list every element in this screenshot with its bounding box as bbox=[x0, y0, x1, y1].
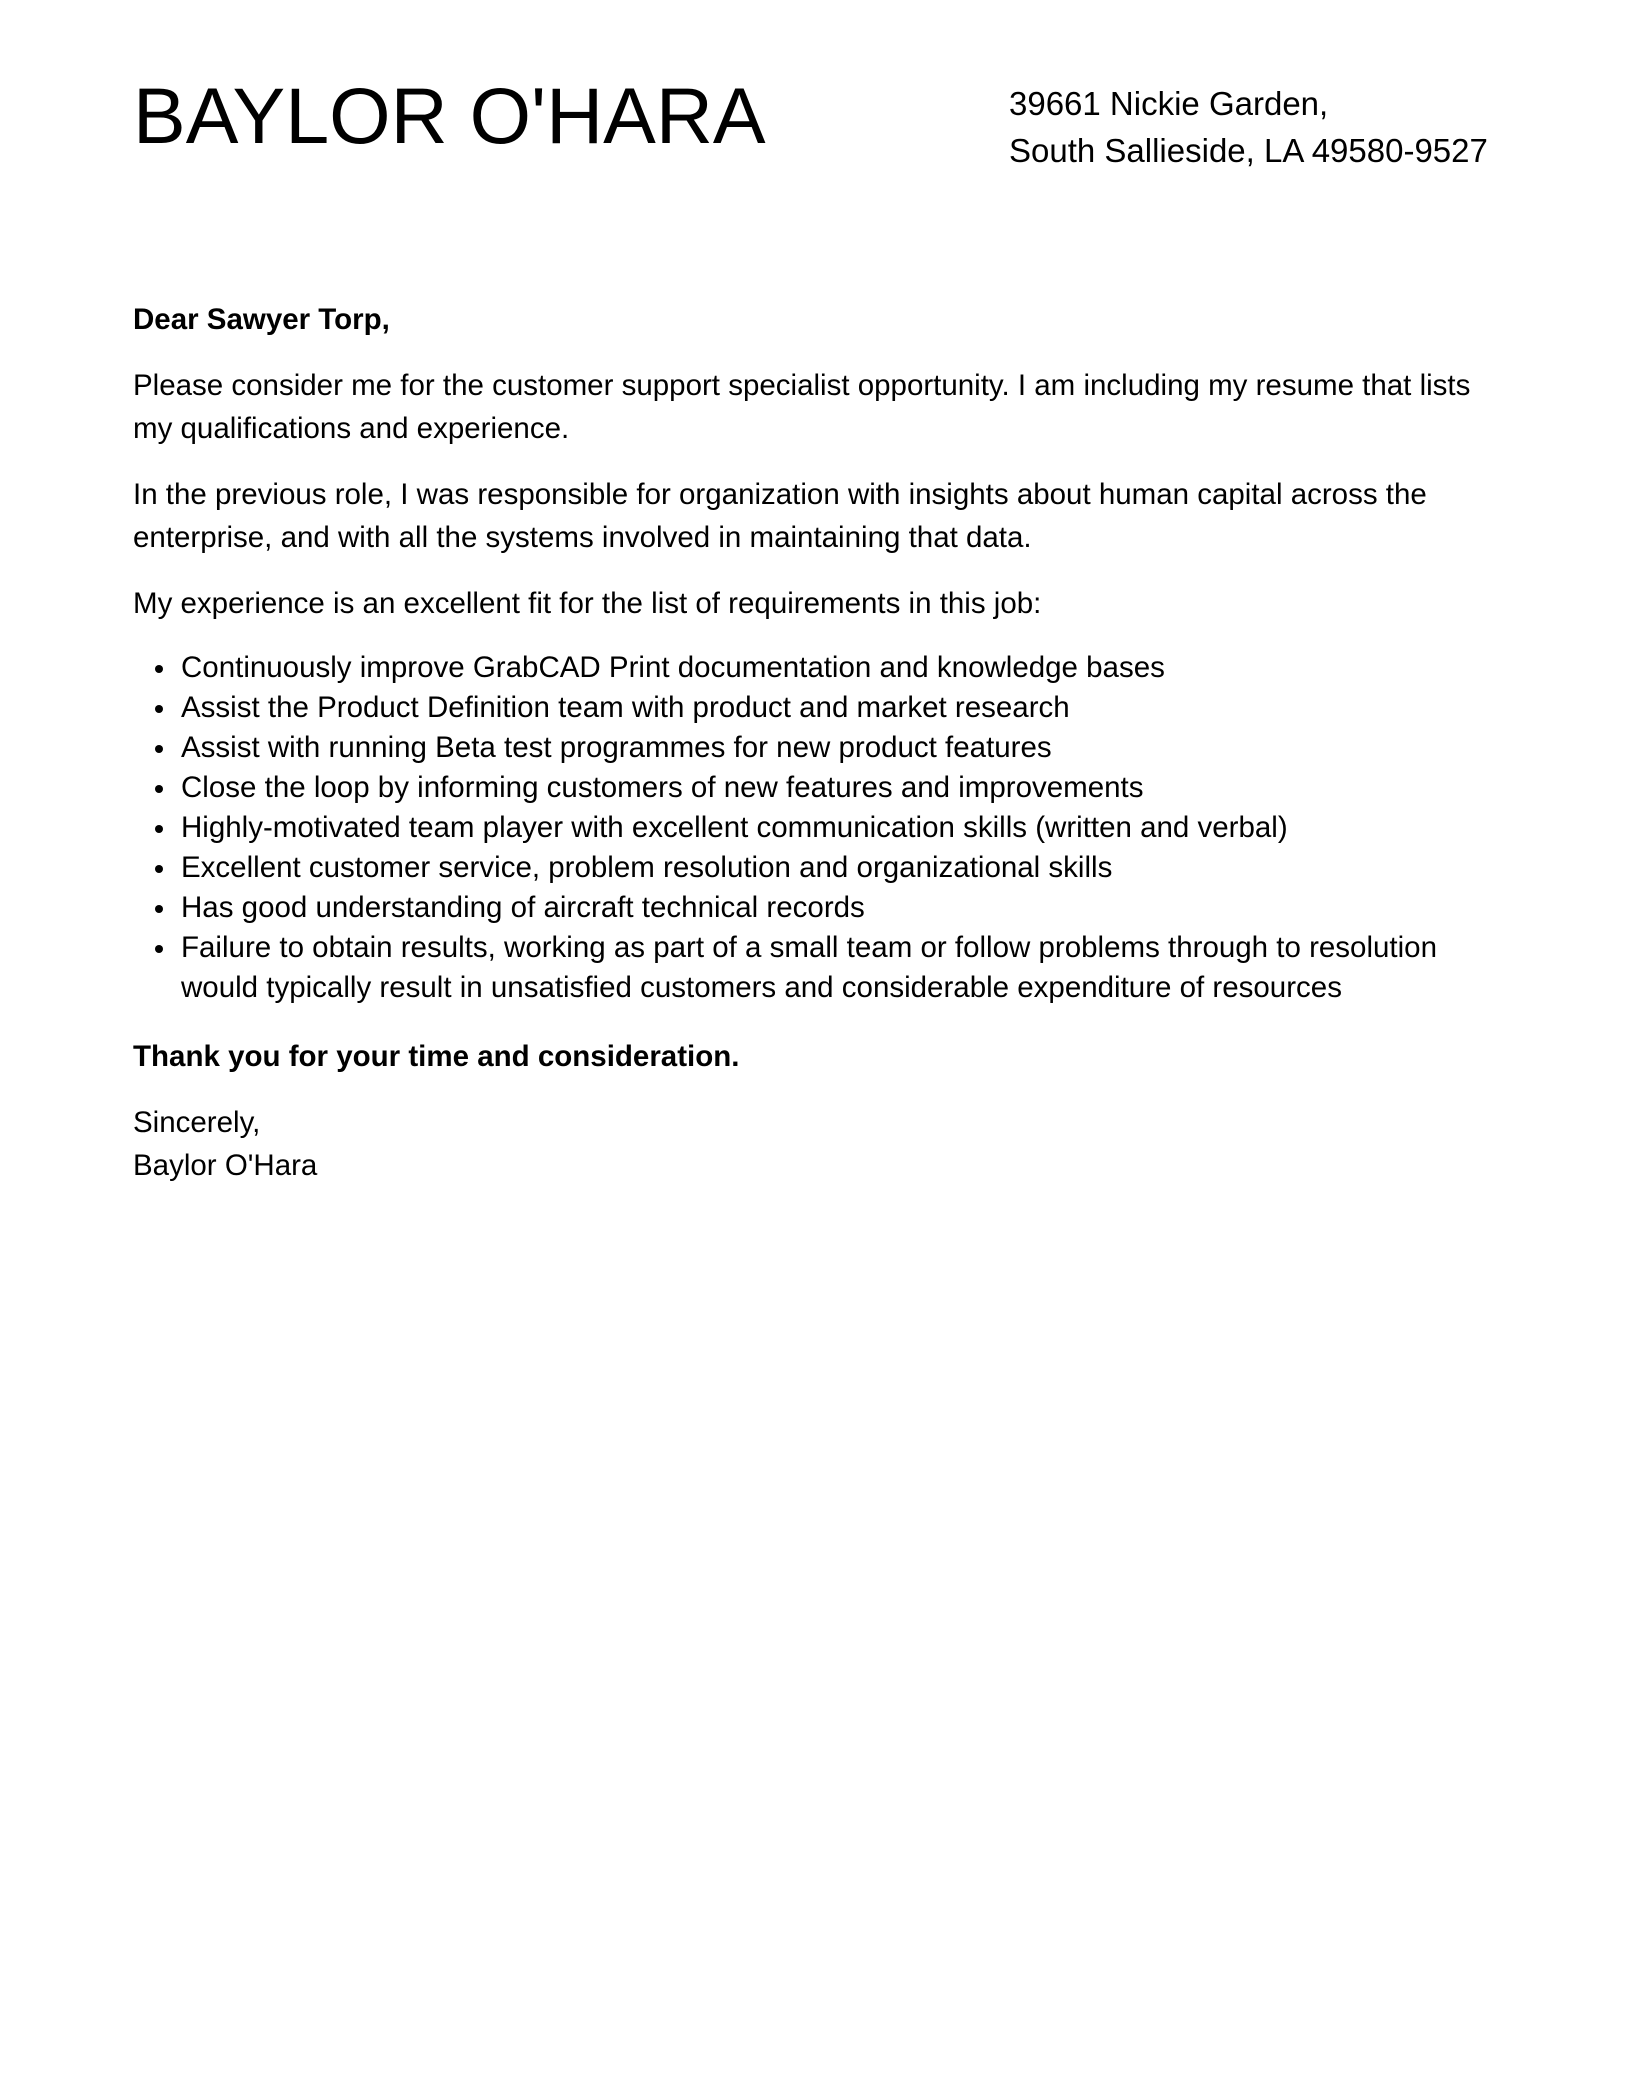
paragraph-previous-role: In the previous role, I was responsible for organization with insights about human capital across the enterprise, and with all the systems involved in maintaining that data. bbox=[133, 478, 1427, 554]
sender-name: BAYLOR O'HARA bbox=[133, 71, 766, 160]
salutation: Dear Sawyer Torp, bbox=[133, 303, 390, 336]
letter-body bbox=[133, 298, 1503, 1187]
list-item: Has good understanding of aircraft technical records bbox=[181, 888, 1503, 928]
signoff-block bbox=[133, 1101, 1503, 1187]
address-line-1: 39661 Nickie Garden, bbox=[1009, 85, 1329, 122]
paragraph-requirements-lead: My experience is an excellent fit for the list of requirements in this job: bbox=[133, 587, 1042, 620]
list-item: Assist the Product Definition team with product and market research bbox=[181, 688, 1503, 728]
address-line-2: South Sallieside, LA 49580-9527 bbox=[1009, 132, 1488, 169]
list-item: Continuously improve GrabCAD Print documentation and knowledge bases bbox=[181, 648, 1503, 688]
list-item: Close the loop by informing customers of new features and improvements bbox=[181, 768, 1503, 808]
sender-address bbox=[1009, 80, 1488, 174]
letter-header bbox=[133, 70, 1499, 190]
list-item: Assist with running Beta test programmes for new product features bbox=[181, 728, 1503, 768]
signoff: Sincerely, bbox=[133, 1106, 261, 1139]
list-item: Failure to obtain results, working as part of a small team or follow problems through to resolution would typically result in unsatisfied customers and considerable expenditure of resources bbox=[181, 928, 1503, 1008]
signature-name: Baylor O'Hara bbox=[133, 1149, 318, 1182]
requirements-list bbox=[133, 648, 1503, 1008]
closing-line: Thank you for your time and consideration. bbox=[133, 1040, 740, 1073]
paragraph-intro: Please consider me for the customer support specialist opportunity. I am including my resume that lists my qualifications and experience. bbox=[133, 369, 1471, 445]
list-item: Highly-motivated team player with excellent communication skills (written and verbal) bbox=[181, 808, 1503, 848]
list-item: Excellent customer service, problem resolution and organizational skills bbox=[181, 848, 1503, 888]
